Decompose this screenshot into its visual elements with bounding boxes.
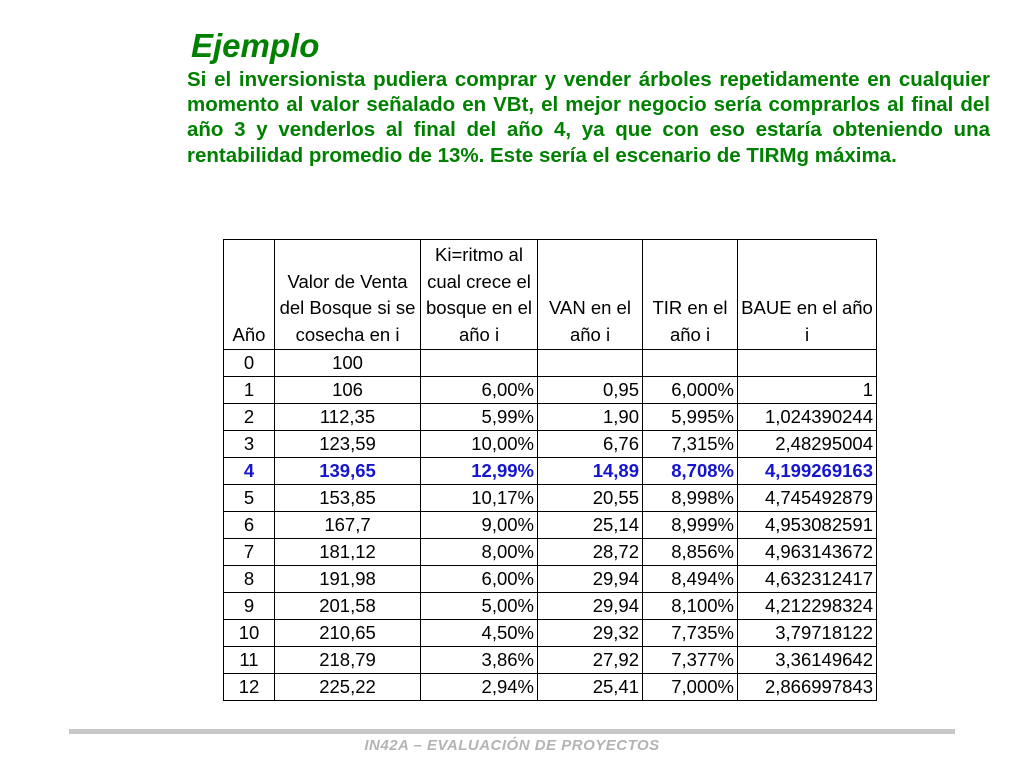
cell-year: 9 xyxy=(224,593,275,620)
header-tir: TIR en el año i xyxy=(643,240,738,350)
cell-sale-value: 139,65 xyxy=(275,458,421,485)
cell-growth-rate: 2,94% xyxy=(421,674,538,701)
cell-baue: 3,36149642 xyxy=(738,647,877,674)
table-row xyxy=(224,539,877,566)
cell-growth-rate: 4,50% xyxy=(421,620,538,647)
cell-baue: 1 xyxy=(738,377,877,404)
cell-van: 29,32 xyxy=(538,620,643,647)
table-row xyxy=(224,350,877,377)
cell-growth-rate: 8,00% xyxy=(421,539,538,566)
cell-sale-value: 167,7 xyxy=(275,512,421,539)
footer-divider xyxy=(69,729,955,734)
cell-year: 12 xyxy=(224,674,275,701)
cell-sale-value: 123,59 xyxy=(275,431,421,458)
table-row xyxy=(224,566,877,593)
cell-tir: 8,100% xyxy=(643,593,738,620)
cell-sale-value: 100 xyxy=(275,350,421,377)
cell-growth-rate: 6,00% xyxy=(421,566,538,593)
cell-baue: 4,963143672 xyxy=(738,539,877,566)
cell-van: 0,95 xyxy=(538,377,643,404)
cell-growth-rate: 12,99% xyxy=(421,458,538,485)
table-body xyxy=(224,350,877,701)
cell-baue: 3,79718122 xyxy=(738,620,877,647)
table-row xyxy=(224,512,877,539)
cell-van: 14,89 xyxy=(538,458,643,485)
cell-sale-value: 181,12 xyxy=(275,539,421,566)
cell-tir: 5,995% xyxy=(643,404,738,431)
header-baue: BAUE en el año i xyxy=(738,240,877,350)
table-row xyxy=(224,647,877,674)
table-row xyxy=(224,404,877,431)
cell-year: 5 xyxy=(224,485,275,512)
table-row xyxy=(224,377,877,404)
cell-baue: 4,632312417 xyxy=(738,566,877,593)
cell-sale-value: 191,98 xyxy=(275,566,421,593)
cell-sale-value: 218,79 xyxy=(275,647,421,674)
cell-sale-value: 201,58 xyxy=(275,593,421,620)
cell-year: 0 xyxy=(224,350,275,377)
cell-sale-value: 210,65 xyxy=(275,620,421,647)
cell-baue: 4,953082591 xyxy=(738,512,877,539)
slide-title: Ejemplo xyxy=(191,27,320,64)
cell-van: 20,55 xyxy=(538,485,643,512)
cell-growth-rate: 10,17% xyxy=(421,485,538,512)
cell-tir: 7,315% xyxy=(643,431,738,458)
cell-van: 6,76 xyxy=(538,431,643,458)
cell-van: 25,14 xyxy=(538,512,643,539)
cell-sale-value: 153,85 xyxy=(275,485,421,512)
cell-growth-rate: 9,00% xyxy=(421,512,538,539)
table-row xyxy=(224,485,877,512)
table-header-row xyxy=(224,240,877,350)
footer-course-title: IN42A – EVALUACIÓN DE PROYECTOS xyxy=(364,737,660,754)
cell-van xyxy=(538,350,643,377)
table-row xyxy=(224,674,877,701)
cell-year: 2 xyxy=(224,404,275,431)
cell-baue: 4,745492879 xyxy=(738,485,877,512)
cell-tir: 8,856% xyxy=(643,539,738,566)
cell-sale-value: 106 xyxy=(275,377,421,404)
cell-tir: 8,998% xyxy=(643,485,738,512)
cell-tir: 8,708% xyxy=(643,458,738,485)
cell-sale-value: 112,35 xyxy=(275,404,421,431)
cell-year: 7 xyxy=(224,539,275,566)
cell-baue: 4,212298324 xyxy=(738,593,877,620)
cell-year: 11 xyxy=(224,647,275,674)
cell-tir: 6,000% xyxy=(643,377,738,404)
cell-tir: 8,999% xyxy=(643,512,738,539)
cell-tir: 8,494% xyxy=(643,566,738,593)
cell-baue: 2,48295004 xyxy=(738,431,877,458)
header-sale-value: Valor de Venta del Bosque si se cosecha en i xyxy=(275,240,421,350)
cell-baue: 1,024390244 xyxy=(738,404,877,431)
cell-year: 6 xyxy=(224,512,275,539)
cell-year: 8 xyxy=(224,566,275,593)
cell-van: 28,72 xyxy=(538,539,643,566)
table-row xyxy=(224,458,877,485)
cell-tir xyxy=(643,350,738,377)
cell-baue: 2,866997843 xyxy=(738,674,877,701)
cell-tir: 7,377% xyxy=(643,647,738,674)
cell-year: 10 xyxy=(224,620,275,647)
cell-tir: 7,000% xyxy=(643,674,738,701)
cell-year: 3 xyxy=(224,431,275,458)
table-row xyxy=(224,593,877,620)
cell-van: 27,92 xyxy=(538,647,643,674)
slide-paragraph: Si el inversionista pudiera comprar y vender árboles repetidamente en cualquier momento al valor señalado en VBt, el mejor negocio sería comprarlos al final del año 3 y venderlos al final del año 4, ya que con eso estaría obteniendo una rentabilidad promedio de 13%. Este sería el escenario de TIRMg máxima. xyxy=(187,68,990,167)
cell-year: 4 xyxy=(224,458,275,485)
cell-van: 29,94 xyxy=(538,566,643,593)
data-table xyxy=(223,239,877,701)
cell-growth-rate: 10,00% xyxy=(421,431,538,458)
table-row xyxy=(224,431,877,458)
cell-growth-rate xyxy=(421,350,538,377)
header-growth-rate: Ki=ritmo al cual crece el bosque en el año i xyxy=(421,240,538,350)
cell-year: 1 xyxy=(224,377,275,404)
table-row xyxy=(224,620,877,647)
cell-growth-rate: 3,86% xyxy=(421,647,538,674)
header-year: Año xyxy=(224,240,275,350)
cell-baue xyxy=(738,350,877,377)
cell-baue: 4,199269163 xyxy=(738,458,877,485)
cell-growth-rate: 5,00% xyxy=(421,593,538,620)
cell-tir: 7,735% xyxy=(643,620,738,647)
cell-van: 1,90 xyxy=(538,404,643,431)
cell-sale-value: 225,22 xyxy=(275,674,421,701)
cell-growth-rate: 6,00% xyxy=(421,377,538,404)
cell-van: 25,41 xyxy=(538,674,643,701)
cell-growth-rate: 5,99% xyxy=(421,404,538,431)
header-van: VAN en el año i xyxy=(538,240,643,350)
cell-van: 29,94 xyxy=(538,593,643,620)
